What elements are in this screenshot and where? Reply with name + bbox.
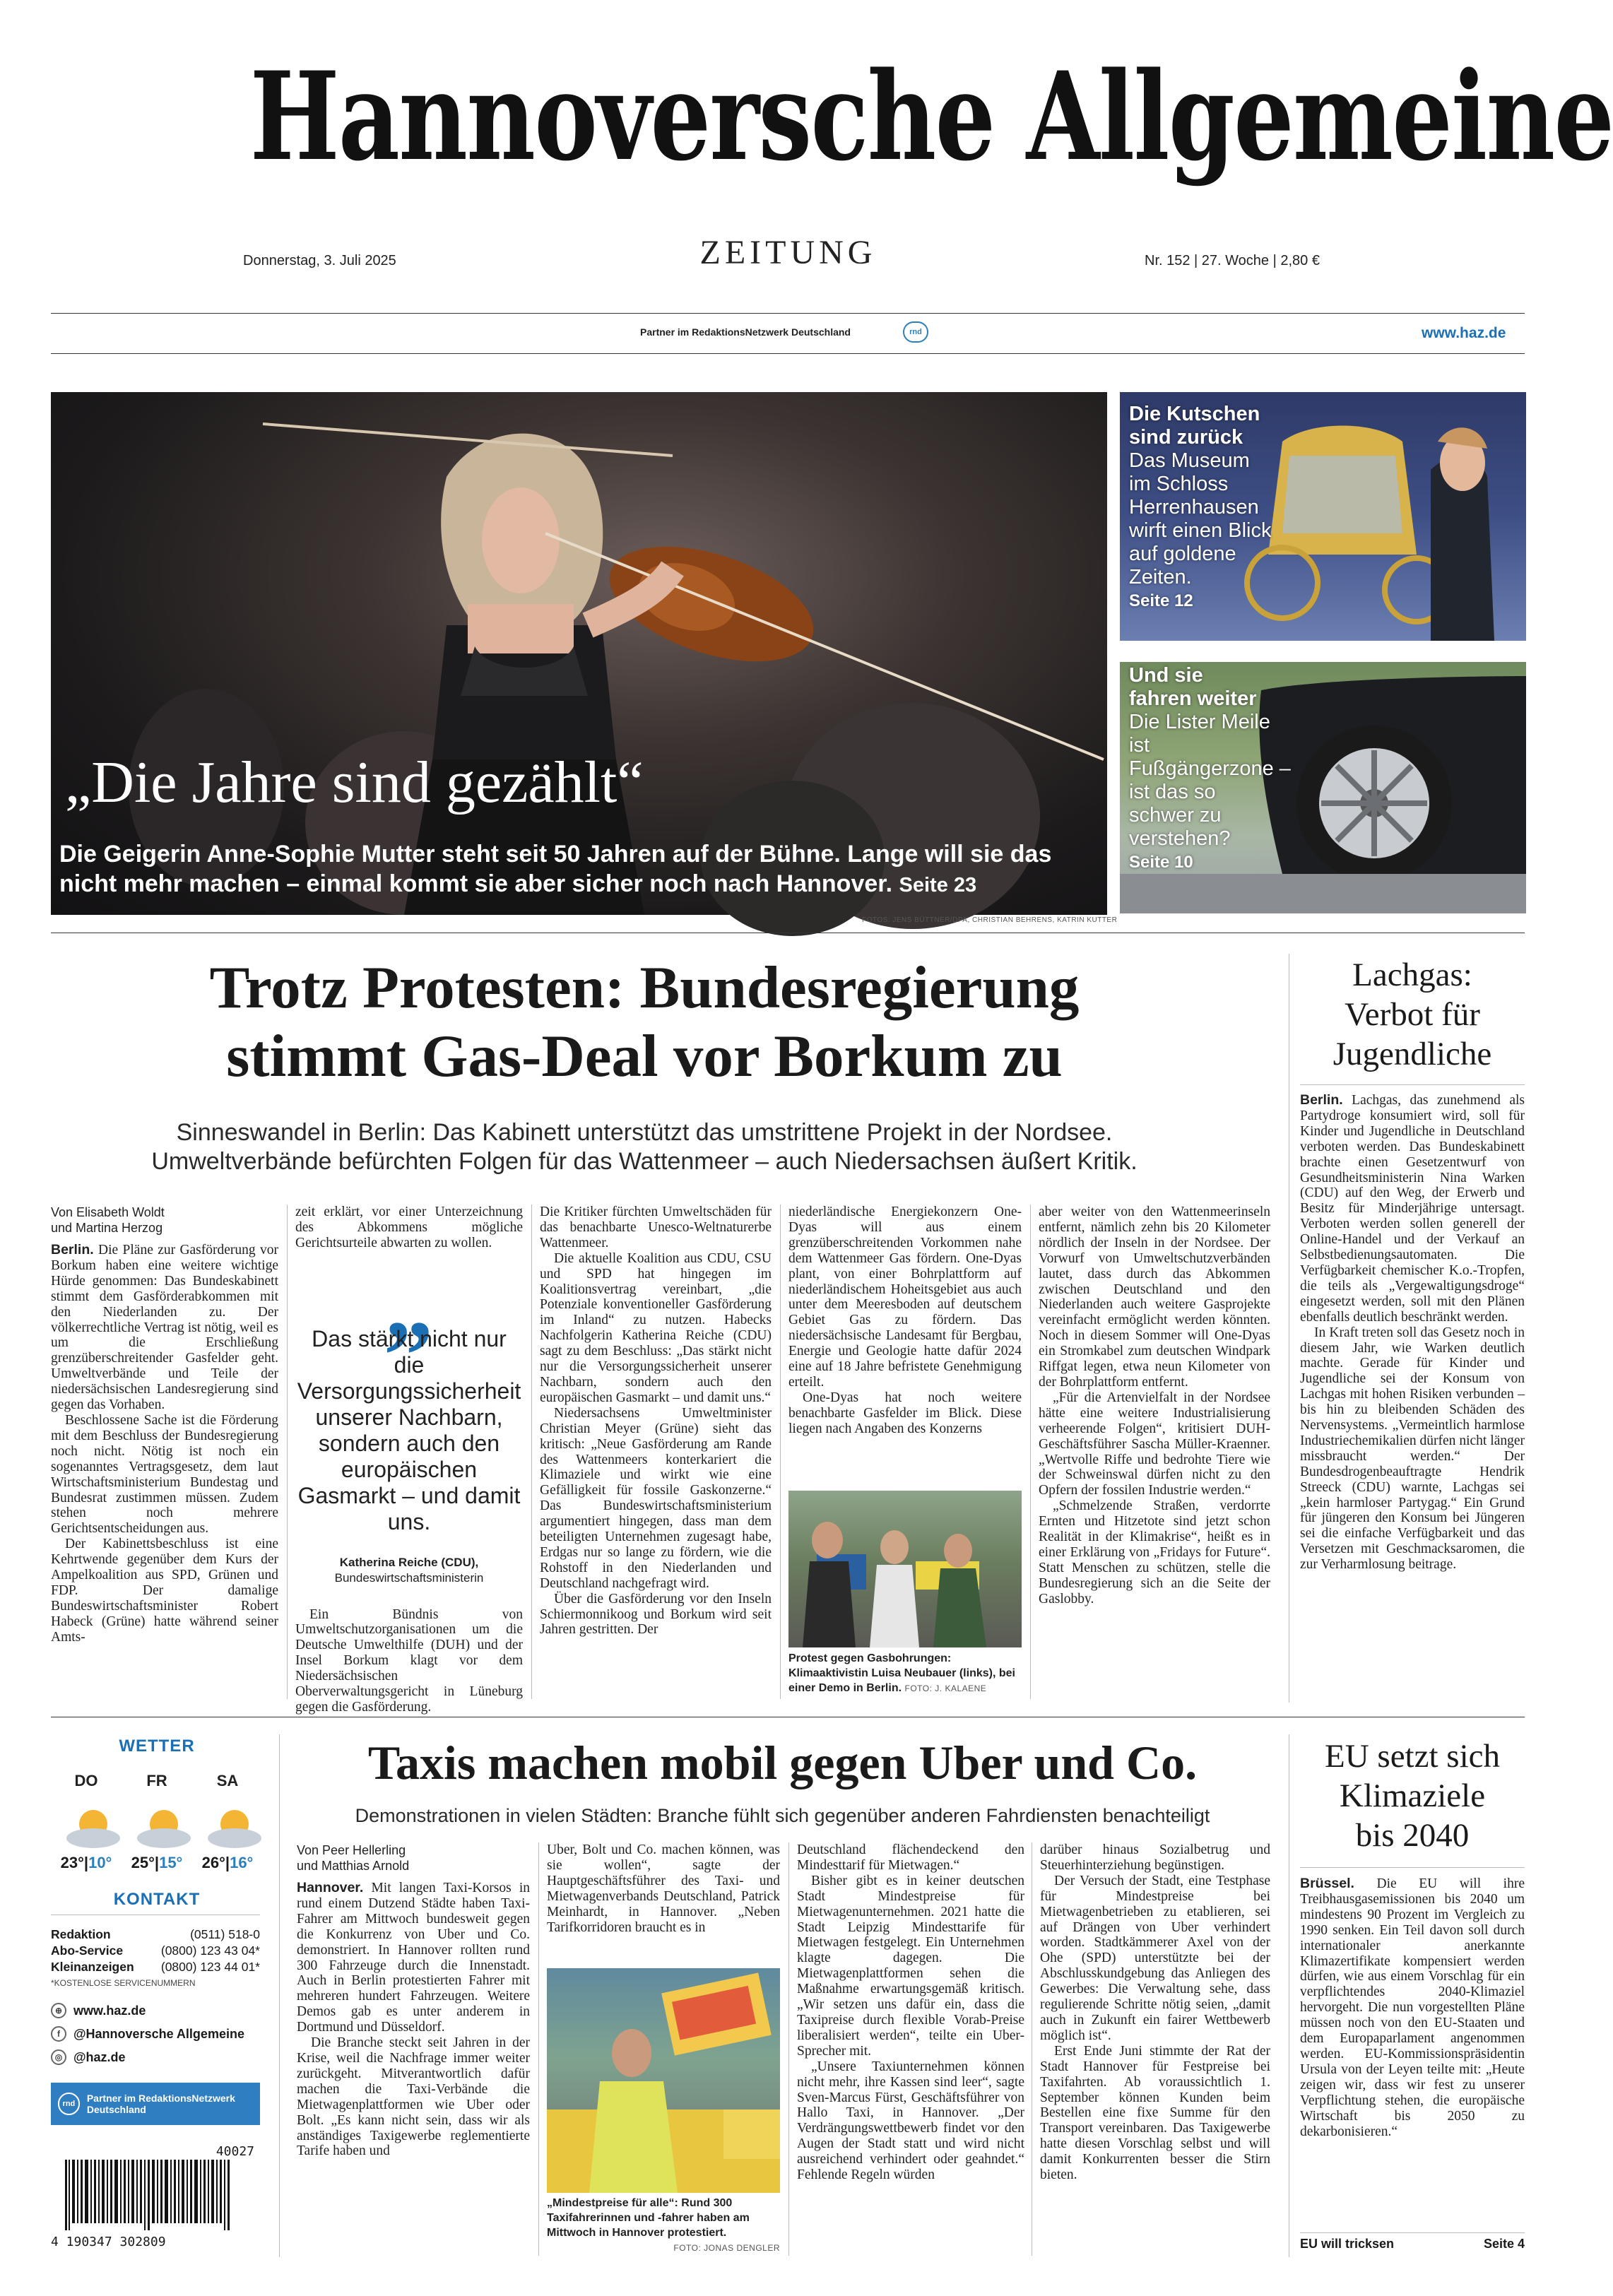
sidebar2-footer[interactable]: EU will tricksen Seite 4 (1300, 2237, 1525, 2251)
barcode-bottom-number: 4 190347 302809 (51, 2235, 166, 2249)
barcode-top-number: 40027 (215, 2144, 254, 2159)
taxi-col-rule-2 (788, 1842, 789, 2256)
lead-col-rule-2 (531, 1205, 532, 1699)
weather-rule (279, 1734, 280, 2257)
protest-illustration (788, 1491, 1022, 1647)
lead-col-2: zeit erklärt, vor einer Unterzeichnung des Abkommens mögliche Gerichtsurteile abwarten zu wollen. „ Das stärkt nicht nur die Versorgungssicherheit unserer Nachbarn, sondern auch den europäischen Gasmarkt – und damit uns. Katherina Reiche (CDU), Bundeswirtschaftsministerin Ein Bündnis von Umweltschutzorganisationen um die Deutsche Umwelthilfe (DUH) und der Insel Borkum klagt vor dem Niedersächsischen Oberverwaltungsgericht in Lüneburg gegen die Gasförderung. (295, 1205, 523, 1715)
lead-headline: Trotz Protesten: Bundesregierung stimmt Gas-Deal vor Borkum zu (209, 954, 1080, 1089)
violinist-illustration (51, 392, 1107, 915)
sun-cloud-icon (57, 1801, 268, 1851)
quote-mark-icon: „ (384, 1249, 434, 1359)
taxi-col-3: Deutschland flächendeckend den Mindesttarif für Mietwagen.“ Bisher gibt es in keiner deutschen Stadt Mindestpreise für Mietwagenunternehmen. 2021 hatte die Stadt Leipzig Mindesttarife für Mietwagen festgelegt. Ein Unternehmen klagte dagegen. Die Mietwagenplattformen sehen die Maßnahme erwartungsgemäß kritisch. „Wir setzen uns dafür ein, dass die Taxipreise durch flexible Vorab-Preise liberalisiert werden“, teilte ein Uber-Sprecher mit. „Unsere Taxiunternehmen können nicht mehr, ihre Kassen sind leer“, sagte Sven-Marcus Fürst, Geschäftsführer von Hallo Taxi, in Hannover. „Der Verdrängungswettbewerb findet vor den Augen der Stadt statt und wird nicht ausreichend verhindert oder geahndet.“ Fehlende Regeln würden (797, 1842, 1024, 2183)
weather-title: WETTER (119, 1736, 195, 1756)
weather-temp-1: 23°|10° (60, 1854, 112, 1871)
hero-photo (51, 392, 1107, 915)
sidebar2-divider (1300, 1867, 1525, 1868)
contact-title: KONTAKT (113, 1890, 201, 1909)
contact-web[interactable]: ⊕ www.haz.de (51, 2003, 146, 2018)
lead-col-rule-3 (780, 1205, 781, 1699)
sidebar2-footer-rule (1300, 2232, 1525, 2233)
barcode (51, 2144, 260, 2250)
weather-day-2: FR (146, 1772, 167, 1789)
lead-col-rule-4 (1030, 1205, 1031, 1699)
contact-facebook[interactable]: f @Hannoversche Allgemeine (51, 2026, 244, 2042)
weather-day-3: SA (216, 1772, 239, 1789)
masthead-url[interactable]: www.haz.de (1422, 325, 1506, 341)
hero-page-ref: Seite 23 (899, 874, 977, 896)
contact-row-abo: Abo-Service (0800) 123 43 04* (51, 1943, 260, 1958)
contact-row-redaktion: Redaktion (0511) 518-0 (51, 1927, 260, 1941)
quote-author: Katherina Reiche (CDU), (339, 1555, 479, 1569)
sidebar1-divider (1300, 1084, 1525, 1085)
contact-footnote: *KOSTENLOSE SERVICENUMMERN (51, 1978, 196, 1988)
sidebar2-headline: EU setzt sich Klimaziele bis 2040 (1325, 1738, 1500, 1854)
hero-headline: „Die Jahre sind gezählt“ (65, 750, 644, 815)
taxi-col-1: Von Peer Hellerling und Matthias Arnold Hannover. Mit langen Taxi-Korsos in rund einem Dutzend Städte haben Taxi-Fahrer am Mittwoch bundesweit gegen die Konkurrenz von Uber und Co. demonstriert. In Hannover rollten rund 300 Fahrzeuge durch die Innenstadt. Auch in Berlin protestierten Fahrer mit mehreren hundert Fahrzeugen. Weitere Demos gab es unter anderem in Dortmund und Düsseldorf. Die Branche steckt seit Jahren in der Krise, weil die Nachfrage immer weiter zurückgeht. Mitverantwortlich dafür machen die Taxi-Verbände die Mietwagenplattformen wie Uber oder Bolt. „Es kann nicht sein, dass wir als anständiges Taxigewerbe reglementierte Tarife haben und (297, 1843, 530, 2159)
taxi-protest-illustration (547, 1968, 780, 2193)
masthead-partner: Partner im RedaktionsNetzwerk Deutschland (640, 326, 851, 338)
rnd-logo: rnd (903, 321, 928, 343)
weather-day-1: DO (74, 1772, 98, 1789)
sidebar1-headline: Lachgas: Verbot für Jugendliche (1333, 957, 1492, 1072)
weather-temp-3: 26°|16° (201, 1854, 254, 1871)
sidebar1-text: Berlin. Lachgas, das zunehmend als Partydroge konsumiert wird, soll für Kinder und Jugendliche in Deutschland verboten werden. Das Bundeskabinett brachte einen Gesetzentwurf von Gesundheitsministerin Nina Warken (CDU) auf den Weg, der Erwerb und Besitz für Minderjährige untersagt. Verboten werden sollen generell der Online-Handel und der Verkauf an Selbstbedienungsautomaten. Die Verfügbarkeit chemischer K.o.-Tropfen, die teils als „Vergewaltigungsdroge“ eingesetzt werden, soll mit den Plänen ebenfalls deutlich beschränkt werden. In Kraft treten soll das Gesetz noch in diesem Jahr, wie Warken deutlich machte. Gerade für Kinder und Jugendliche sei der Konsum von Lachgas mit hohen Risiken verbunden – bis hin zu bleibenden Schäden des Nervensystems. „Vermeintlich harmlose Industriechemikalien dürfen nicht länger missbraucht werden.“ Der Bundesdrogenbeauftragte Hendrik Streeck (CDU) warnte, Lachgas sei „kein harmloser Partygag.“ Ein Grund für jüngeren den Konsum bei Jüngeren sei die einfache Verfügbarkeit und das Versetzen mit Geschmacksaromen, die zur Verharmlosung beitrage. (1300, 1092, 1525, 1573)
hero-credit: FOTOS: JENS BÜTTNER/DPA, CHRISTIAN BEHRENS, KATRIN KUTTER (862, 916, 1118, 924)
taxi-caption: „Mindestpreise für alle“: Rund 300 Taxifahrerinnen und -fahrer haben am Mittwoch in Hannover protestiert. FOTO: JONAS DENGLER (547, 2197, 780, 2253)
teaser-carriage-text: Die Kutschen sind zurück Das Museum im Schloss Herrenhausen wirft einen Blick auf goldene Zeiten. Seite 12 (1129, 403, 1271, 613)
instagram-icon: ◎ (51, 2049, 66, 2065)
taxi-col-rule-1 (538, 1842, 539, 2256)
sidebar2-text: Brüssel. Die EU will ihre Treibhausgasemissionen bis 2040 um mindestens 90 Prozent im Vergleich zu 1990 senken. Ein Teil davon soll durch internationaler anerkannte Klimazertifikate kompensiert werden dürfen, wie aus einem Vorschlag für ein verpflichtendes 2040-Klimaziel hervorgeht. Die nun vorgestellten Pläne müssen noch von den EU-Staaten und dem Europaparlament angenommen werden. EU-Kommissionspräsidentin Ursula von der Leyen teilte mit: „Heute zeigen wir, dass wir fest zu unserer Verpflichtung stehen, die europäische Wirtschaft bis 2050 zu dekarbonisieren.“ (1300, 1876, 1525, 2139)
lead-subheadline: Sinneswandel in Berlin: Das Kabinett unterstützt das umstrittene Projekt in der Nordsee. Umweltverbände befürchten Folgen für das Wattenmeer – auch Niedersachsen äußert Kritik. (151, 1119, 1138, 1175)
masthead-title: Hannoversche Allgemeine (249, 45, 1613, 188)
hero-text: Die Geigerin Anne-Sophie Mutter steht seit 50 Jahren auf der Bühne. Lange will sie das nicht mehr machen – einmal kommt sie aber sicher noch nach Hannover. Seite 23 (59, 841, 1052, 897)
masthead-divider-top (51, 313, 1525, 314)
masthead-date: Donnerstag, 3. Juli 2025 (243, 253, 396, 268)
protest-caption: Protest gegen Gasbohrungen: Klimaaktivistin Luisa Neubauer (links), bei einer Demo in Berlin. FOTO: J. KALAENE (788, 1652, 1015, 1694)
lead-col-5: aber weiter von den Wattenmeerinseln entfernt, nämlich zehn bis 20 Kilometer nördlich der Inseln in der Nordsee. Der Vorwurf von Umweltschutzverbänden lautet, dass durch das Abkommen zwischen Deutschland und den Niederlanden auch weitere Gasprojekte vereinfacht ermöglicht werden könnten. Noch in diesem Sommer will One-Dyas ein Stromkabel zum deutschen Windpark Riffgat legen, etwa neun Kilometer von der Bohrplattform entfernt. „Für die Artenvielfalt in der Nordsee hätte eine weitere Industrialisierung verheerende Folgen“, kritisiert DUH-Geschäftsführer Sascha Müller-Kraenner. „Wertvolle Riffe und bedrohte Tiere wie der Schweinswal dürfen nicht zu den Opfern der fossilen Industrie werden.“ „Schmelzende Straßen, verdorrte Ernten und Hitzetote sind jetzt schon Realität in der Klimakrise“, heißt es in einer Erklärung von „Fridays for Future“. Statt Menschen zu schützen, stelle die Bundesregierung sich an die Seite der Gaslobby. (1039, 1205, 1270, 1606)
weather-temp-2: 25°|15° (131, 1854, 183, 1871)
globe-icon: ⊕ (51, 2003, 66, 2018)
rnd-partner-box: rnd Partner im RedaktionsNetzwerk Deutschland (51, 2083, 260, 2125)
lead-byline: Von Elisabeth Woldt und Martina Herzog (51, 1205, 165, 1235)
facebook-icon: f (51, 2026, 66, 2042)
lead-col-3: Die Kritiker fürchten Umweltschäden für das benachbarte Unesco-Weltnaturerbe Wattenmeer. Die aktuelle Koalition aus CDU, CSU und SPD hat hingegen im Koalitionsvertrag vereinbart, „die Potenziale konventioneller Gasförderung im Inland“ zu nutzen. Habecks Nachfolgerin Katherina Reiche (CDU) sagt zu dem Beschluss: „Das stärkt nicht nur die Versorgungssicherheit unserer Nachbarn, sondern auch den europäischen Gasmarkt – und damit uns.“ Niedersachsens Umweltminister Christian Meyer (Grüne) sieht das kritisch: „Neue Gasförderung am Rande des Wattenmeers konterkariert die Klimaziele und wirkt wie eine Gefälligkeit für fossile Gaskonzerne.“ Das Bundeswirtschaftsministerium argumentiert hingegen, dass man dem beteiligten Unternehmen zugesagt habe, Erdgas nur so lange zu fördern, wie die Rohstoff in den Niederlanden und Deutschland nachgefragt wird. Über die Gasförderung vor den Inseln Schiermonnikoog und Borkum wird seit Jahren gestritten. Der (540, 1205, 772, 1638)
taxi-photo (547, 1968, 780, 2193)
teaser-car-page-ref: Seite 10 (1129, 853, 1193, 872)
quote-text: Das stärkt nicht nur die Versorgungssicherheit unserer Nachbarn, sondern auch den europäischen Gasmarkt – und damit uns. (297, 1325, 521, 1534)
lead-col-4: niederländische Energiekonzern One-Dyas will aus einem grenzüberschreitenden Vorkommen nahe dem Wattenmeer Gas fördern. One-Dyas plant, von einer Bohrplattform auf niederländischem Hoheitsgebiet aus auch unter dem Meeresboden auf deutschem Gebiet Gas zu fördern. Das niedersächsische Landesamt für Bergbau, Energie und Geologie hatte dafür 2024 eine auf 18 Jahre befristete Genehmigung erteilt. One-Dyas hat noch weitere benachbarte Gasfelder im Blick. Diese liegen nach Angaben des Konzerns (788, 1205, 1022, 1436)
lead-col-rule-1 (287, 1205, 288, 1699)
masthead-divider-bottom (51, 353, 1525, 354)
teaser-carriage-page-ref: Seite 12 (1129, 591, 1193, 610)
barcode-bars (65, 2160, 235, 2230)
taxi-subheadline: Demonstrationen in vielen Städten: Branche fühlt sich gegenüber anderen Fahrdiensten benachteiligt (355, 1805, 1210, 1826)
taxi-byline: Von Peer Hellerling und Matthias Arnold (297, 1843, 410, 1873)
rnd-icon: rnd (58, 2093, 80, 2115)
quote-role: Bundeswirtschaftsministerin (334, 1570, 484, 1585)
protest-photo (788, 1491, 1022, 1647)
taxi-col-2: Uber, Bolt und Co. machen können, was sie wollen“, sagte der Hauptgeschäftsführer des Taxi- und Mietwagenverbands Deutschland, Patrick Meinhardt, in Hannover. „Neben Tarifkorridoren braucht es in (547, 1842, 780, 1935)
contact-row-kleinanzeigen: Kleinanzeigen (0800) 123 44 01* (51, 1960, 260, 1974)
masthead-issue: Nr. 152 | 27. Woche | 2,80 € (1145, 253, 1320, 268)
taxi-headline: Taxis machen mobil gegen Uber und Co. (367, 1736, 1198, 1789)
taxi-col-4: darüber hinaus Sozialbetrug und Steuerhinterziehung begünstigen. Der Versuch der Stadt, eine Testphase für Mindestpreise bei Mietwagenbetrieben zu etablieren, sei auf Drängen von Uber verhindert worden. Stadtkämmerer Axel von der Ohe (SPD) unterstützte bei der Abschlusskundgebung das Anliegen des Gewerbes: Die Verwaltung sehe, dass regulierende Schritte nötig seien, „damit auch in Zukunft ein fairer Wettbewerb möglich ist“. Erst Ende Juni stimmte der Rat der Stadt Hannover für Festpreise bei Taxifahrten. Ab voraussichtlich 1. September können Kunden beim Bestellen eine fixe Summe für den Transport vereinbaren. Das Taxigewerbe hatte diesen Vorschlag selbst und will damit Konkurrenten besser die Stirn bieten. (1040, 1842, 1270, 2183)
teaser-car-text: Und sie fahren weiter Die Lister Meile ist Fußgängerzone – ist das so schwer zu verstehen? Seite 10 (1129, 664, 1291, 874)
masthead-subtitle: ZEITUNG (699, 234, 877, 271)
quote-box (295, 1249, 523, 1586)
lead-col-1: Von Elisabeth Woldt und Martina Herzog Berlin. Die Pläne zur Gasförderung vor Borkum haben eine weitere wichtige Hürde genommen: Das Bundeskabinett stimmt dem Gasförderabkommen mit den Niederlanden zu. Der völkerrechtliche Vertrag ist nötig, weil es um die Erschließung grenzüberschreitender Gasfelder geht. Umweltverbände und Teile der niedersächsischen Landesregierung sind gegen das Vorhaben. Beschlossene Sache ist die Förderung mit dem Beschluss der Bundesregierung noch nicht. Nötig ist noch ein sogenanntes Vertragsgesetz, dem laut Wirtschaftsministerium Bundestag und Bundesrat zustimmen müssen. Zudem stehen noch mehrere Gerichtsentscheidungen aus. Der Kabinettsbeschluss ist eine Kehrtwende gegenüber dem Kurs der Ampelkoalition aus SPD, Grünen und FDP. Der damalige Bundeswirtschaftsminister Robert Habeck (Grüne) hatte während seiner Amts- (51, 1205, 278, 1645)
contact-instagram[interactable]: ◎ @haz.de (51, 2049, 126, 2065)
